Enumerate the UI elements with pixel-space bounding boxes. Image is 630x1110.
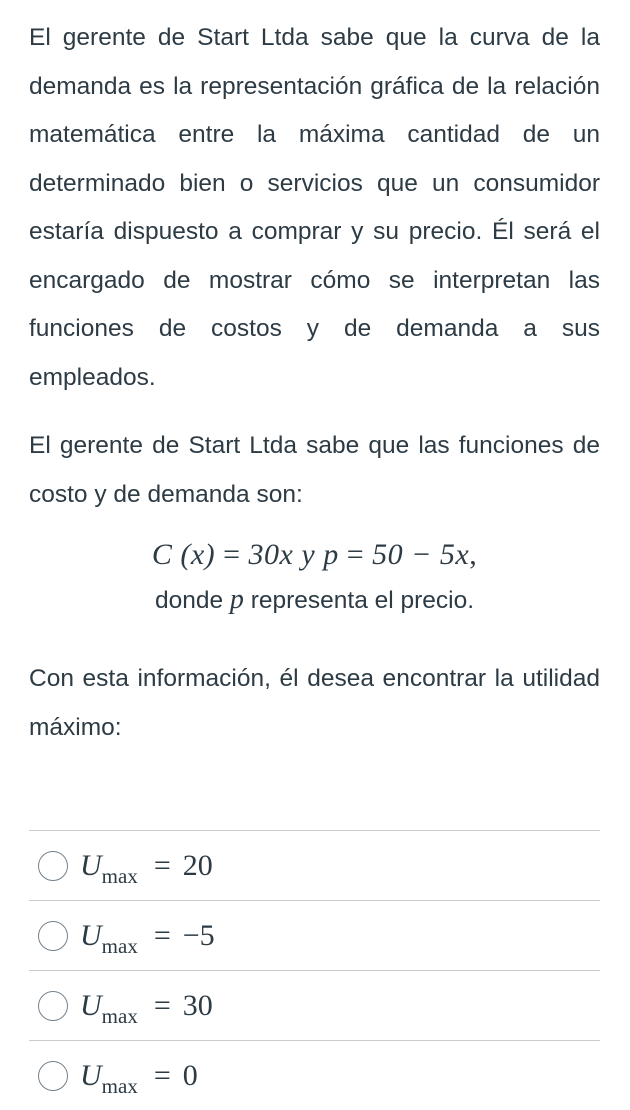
price-definition <box>29 583 600 618</box>
answer-value: 0 <box>182 1058 198 1092</box>
utility-subscript: max <box>101 863 138 888</box>
answer-option-2[interactable] <box>29 901 600 971</box>
demand-function-lhs: p <box>323 538 339 571</box>
equals-sign: = <box>153 1058 171 1092</box>
task-text: Con esta información, él desea encontrar la utilidad máximo: <box>29 665 600 741</box>
equals-sign: = <box>346 538 365 571</box>
where-prefix: donde <box>154 587 224 614</box>
radio-button[interactable] <box>38 1061 68 1091</box>
radio-button[interactable] <box>38 851 68 881</box>
answer-value: 30 <box>182 988 213 1022</box>
utility-symbol: U <box>80 988 102 1022</box>
question-body <box>29 14 600 752</box>
answer-formula <box>80 1058 198 1098</box>
radio-button[interactable] <box>38 921 68 951</box>
utility-subscript: max <box>101 1003 138 1028</box>
answer-formula <box>80 848 213 888</box>
equals-sign: = <box>153 918 171 952</box>
formula-trailing-comma: , <box>469 538 478 571</box>
answer-options <box>29 830 600 1110</box>
utility-subscript: max <box>101 1073 138 1098</box>
formula-connector: y <box>301 538 316 571</box>
question-intro-text: El gerente de Start Ltda sabe que la curva de la demanda es la representación gráfica de la relación matemática entre la máxima cantidad de un determinado bien o servicios que un consumidor estaría dispuesto a comprar y su precio. Él será el encargado de mostrar cómo se interpretan las funciones de costos y de demanda a sus empleados. <box>29 24 600 391</box>
utility-symbol: U <box>80 1058 102 1092</box>
radio-button[interactable] <box>38 991 68 1021</box>
functions-intro-text: El gerente de Start Ltda sabe que las funciones de costo y de demanda son: <box>29 432 600 508</box>
utility-symbol: U <box>80 918 102 952</box>
answer-value: −5 <box>182 918 215 952</box>
demand-function-rhs: 50 − 5x <box>372 538 470 571</box>
cost-function-lhs: C (x) <box>151 538 216 571</box>
utility-subscript: max <box>101 933 138 958</box>
price-variable: p <box>229 584 244 615</box>
where-suffix: representa el precio. <box>250 587 475 614</box>
answer-formula <box>80 988 213 1028</box>
answer-option-3[interactable] <box>29 971 600 1041</box>
answer-value: 20 <box>182 848 213 882</box>
utility-symbol: U <box>80 848 102 882</box>
cost-demand-formula <box>29 529 600 581</box>
answer-formula <box>80 918 215 958</box>
equals-sign: = <box>153 988 171 1022</box>
equals-sign: = <box>223 538 241 571</box>
answer-option-4[interactable] <box>29 1041 600 1110</box>
equals-sign: = <box>153 848 171 882</box>
answer-option-1[interactable] <box>29 831 600 901</box>
cost-function-rhs: 30x <box>248 538 294 571</box>
